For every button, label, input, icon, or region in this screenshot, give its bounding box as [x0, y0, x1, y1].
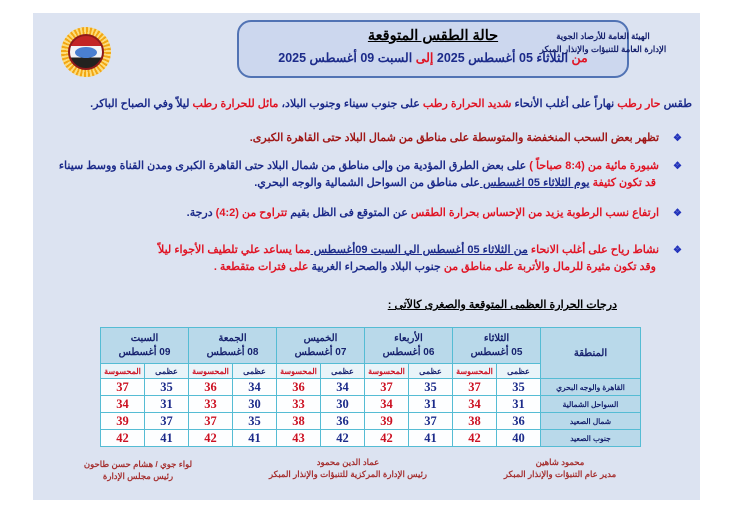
region-label: جنوب الصعيد [541, 430, 641, 447]
feels-like-value: 42 [365, 430, 409, 447]
text-segment: ارتفاع نسب الرطوبة يزيد من الإحساس بحرارة الطقس [407, 207, 660, 219]
max-temp-value: 31 [409, 396, 453, 413]
text-segment: شديد الحرارة رطب [419, 98, 512, 110]
text-segment: طقس [660, 98, 692, 110]
feels-like-value: 37 [453, 379, 497, 396]
feels-like-value: 37 [189, 413, 233, 430]
text-segment: وقد تكون مثيرة للرمال والأتربة على مناطق من [440, 261, 656, 273]
signature-name: عماد الدين محمود [316, 457, 380, 467]
table-title: درجات الحرارة العظمى المتوقعة والصغرى كالآتى : [387, 299, 617, 311]
text-segment: ليلاً وفي الصباح الباكر. [90, 98, 190, 110]
max-temp-value: 30 [233, 396, 277, 413]
max-temp-value: 34 [321, 379, 365, 396]
feels-like-value: 33 [277, 396, 321, 413]
text-segment: إلى [412, 51, 434, 65]
text-segment: نهاراً على أغلب الأنحاء [511, 98, 615, 110]
forecast-paragraph [43, 242, 692, 276]
day-header: الثلاثاء 05 أغسطس [453, 328, 541, 364]
max-subheader: عظمى [409, 364, 453, 379]
authority-line2: الإدارة العامة للتنبؤات والإنذار المبكر [539, 44, 667, 54]
feels-like-value: 42 [189, 430, 233, 447]
region-column-header: المنطقة [541, 328, 641, 379]
feels-like-value: 37 [365, 379, 409, 396]
day-header: الأربعاء 06 أغسطس [365, 328, 453, 364]
text-segment: جنوب البلاد والصحراء الغربية [308, 261, 441, 273]
text-segment: على مناطق من السواحل الشمالية والوجه البحري. [254, 177, 480, 189]
text-segment: نشاط رياح على أغلب الانحاء [527, 244, 660, 256]
max-temp-value: 35 [497, 379, 541, 396]
text-segment: يوم الثلاثاء 05 اغسطس [479, 177, 590, 189]
forecast-paragraph [43, 96, 692, 113]
day-header: الجمعة 08 أغسطس [189, 328, 277, 364]
table-row [101, 396, 641, 413]
feels-like-subheader: المحسوسة [365, 364, 409, 379]
max-temp-value: 34 [233, 379, 277, 396]
feels-like-value: 36 [277, 379, 321, 396]
feels-like-value: 34 [453, 396, 497, 413]
max-temp-value: 41 [409, 430, 453, 447]
feels-like-value: 42 [453, 430, 497, 447]
max-temp-value: 31 [497, 396, 541, 413]
bullet-icon: ❖ [673, 161, 682, 172]
feels-like-value: 39 [101, 413, 145, 430]
text-segment: عن المتوقع فى الظل بقيم [287, 207, 408, 219]
region-label: السواحل الشمالية [541, 396, 641, 413]
max-temp-value: 30 [321, 396, 365, 413]
egypt-flag-emblem-icon [68, 34, 104, 70]
feels-like-value: 42 [101, 430, 145, 447]
max-temp-value: 31 [145, 396, 189, 413]
authority-line1: الهيئة العامة للأرصاد الجوية [556, 31, 650, 41]
region-label: شمال الصعيد [541, 413, 641, 430]
feels-like-subheader: المحسوسة [277, 364, 321, 379]
table-row [101, 379, 641, 396]
text-segment: تتراوح من (4:2) [212, 207, 288, 219]
feels-like-value: 36 [189, 379, 233, 396]
text-segment: الثلاثاء 05 أغسطس 2025 [433, 51, 569, 65]
table-row [101, 413, 641, 430]
bulletin-title: حالة الطقس المتوقعة [367, 28, 499, 44]
authority-header [514, 30, 692, 56]
text-segment: درجة. [186, 207, 213, 219]
signature-role: رئيس مجلس الإدارة [102, 471, 174, 481]
max-subheader: عظمى [321, 364, 365, 379]
max-temp-value: 35 [409, 379, 453, 396]
bullet-icon: ❖ [673, 245, 682, 256]
signature-name: لواء جوي / هشام حسن طاحون [83, 459, 193, 469]
forecast-paragraph [43, 130, 692, 147]
text-segment: من [568, 51, 588, 65]
feels-like-subheader: المحسوسة [189, 364, 233, 379]
feels-like-value: 37 [101, 379, 145, 396]
max-temp-value: 42 [321, 430, 365, 447]
feels-like-subheader: المحسوسة [453, 364, 497, 379]
text-segment: تظهر بعض السحب المنخفضة والمتوسطة على مناطق من شمال البلاد حتى القاهرة الكبرى. [249, 132, 660, 144]
text-segment: من الثلاثاء 05 أغسطس الي السبت 09أغسطس [310, 244, 528, 256]
temperature-table [100, 327, 641, 447]
text-segment: على بعض الطرق المؤدية من وإلى مناطق من شمال البلاد حتى القاهرة الكبرى ومدن القناة ووسط سيناء [58, 160, 527, 172]
signature-block [233, 456, 463, 480]
feels-like-value: 39 [365, 413, 409, 430]
bullet-icon: ❖ [673, 208, 682, 219]
feels-like-value: 33 [189, 396, 233, 413]
signature-role: رئيس الإدارة المركزية للتنبؤات والإنذار المبكر [268, 469, 428, 479]
text-segment: السبت 09 أغسطس 2025 [278, 51, 413, 65]
ema-logo [61, 27, 111, 77]
text-segment: مما يساعد علي تلطيف الأجواء ليلاً [158, 244, 311, 256]
text-segment: على فترات متقطعة . [213, 261, 309, 273]
max-temp-value: 36 [321, 413, 365, 430]
text-segment: مائل للحرارة رطب [189, 98, 279, 110]
cloud-icon [75, 47, 97, 58]
max-temp-value: 35 [233, 413, 277, 430]
max-temp-value: 41 [145, 430, 189, 447]
text-segment: على جنوب سيناء وجنوب البلاد، [278, 98, 420, 110]
max-temp-value: 36 [497, 413, 541, 430]
max-subheader: عظمى [233, 364, 277, 379]
feels-like-value: 43 [277, 430, 321, 447]
forecast-paragraph [43, 158, 692, 192]
signature-block [48, 458, 228, 482]
feels-like-subheader: المحسوسة [101, 364, 145, 379]
feels-like-value: 34 [365, 396, 409, 413]
max-temp-value: 35 [145, 379, 189, 396]
signature-role: مدير عام التنبؤات والإنذار المبكر [503, 469, 617, 479]
max-temp-value: 37 [409, 413, 453, 430]
day-header: الخميس 07 أغسطس [277, 328, 365, 364]
text-segment: شبورة مائية من (8:4 صباحاً ) [526, 160, 660, 172]
region-label: القاهرة والوجه البحري [541, 379, 641, 396]
forecast-text-block [43, 96, 692, 289]
text-segment: قد تكون كثيفة [589, 177, 656, 189]
signature-name: محمود شاهين [535, 457, 585, 467]
table-row [101, 430, 641, 447]
max-temp-value: 41 [233, 430, 277, 447]
max-subheader: عظمى [497, 364, 541, 379]
forecast-paragraph [43, 205, 692, 222]
feels-like-value: 38 [453, 413, 497, 430]
signature-block [475, 456, 645, 480]
day-header: السبت 09 أغسطس [101, 328, 189, 364]
max-subheader: عظمى [145, 364, 189, 379]
max-temp-value: 37 [145, 413, 189, 430]
max-temp-value: 40 [497, 430, 541, 447]
feels-like-value: 34 [101, 396, 145, 413]
bullet-icon: ❖ [673, 133, 682, 144]
bulletin-sheet [33, 13, 700, 500]
feels-like-value: 38 [277, 413, 321, 430]
text-segment: حار رطب [614, 98, 661, 110]
